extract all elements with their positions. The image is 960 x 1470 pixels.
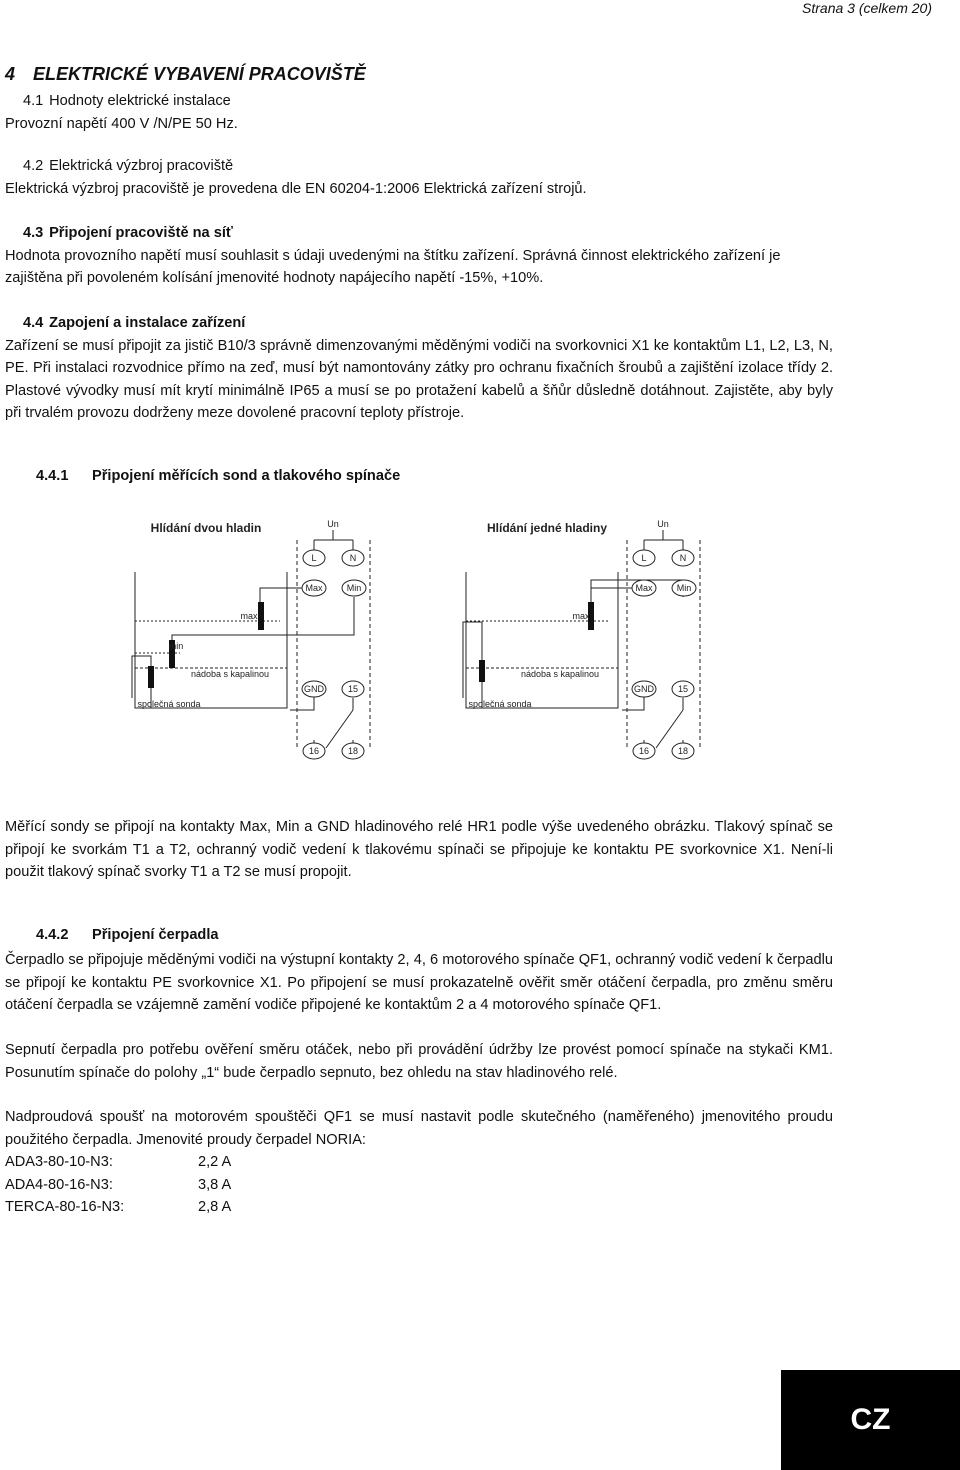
l-label-left: L: [311, 553, 317, 563]
diagram-left-title: Hlídání dvou hladin: [150, 521, 262, 535]
section-number: 4.4: [23, 315, 44, 331]
section-number: 4.4.2: [36, 927, 69, 943]
vessel-label-right: nádoba s kapalinou: [520, 669, 600, 679]
list-item: [5, 1151, 231, 1174]
diagram-right-title: Hlídání jedné hladiny: [486, 521, 608, 535]
section-number: 4.1: [23, 93, 44, 109]
section-4-4-2-p2: Sepnutí čerpadla pro potřebu ověření směru otáček, nebo při provádění údržby lze provést pomocí spínače na stykači KM1. Posunutím spínače do polohy „1“ bude čerpadlo sepnuto, bez ohledu na stav hladinového relé.: [5, 1042, 833, 1081]
list-item: [5, 1174, 231, 1197]
common-probe-label-right: společná sonda: [468, 699, 532, 709]
max-level-label-left: max: [240, 611, 258, 621]
t16-label-right: 16: [638, 746, 650, 756]
pump-current: 2,8 A: [198, 1199, 232, 1215]
section-number: 4.4.1: [36, 468, 69, 484]
un-label-left: Un: [327, 519, 339, 529]
pump-current: 3,8 A: [198, 1176, 232, 1193]
list-item: [5, 1196, 231, 1219]
min-terminal-label-left: Min: [346, 583, 362, 593]
n-label-left: N: [349, 553, 357, 563]
language-badge: CZ: [781, 1370, 960, 1470]
pump-current-list: [5, 1151, 231, 1219]
pump-current: 2,2 A: [198, 1154, 232, 1170]
max-level-label-right: max: [572, 611, 590, 621]
common-probe-rod-left: [148, 666, 154, 688]
section-title: Připojení čerpadla: [92, 927, 219, 943]
min-level-label-left: min: [168, 641, 184, 651]
section-text: Hodnota provozního napětí musí souhlasit s údaji uvedenými na štítku zařízení. Správná činnost elektrického zařízení je zajištěna při povoleném kolísání jmenovité hodnoty napájecího napětí -15%, +10%.: [5, 247, 781, 286]
section-4-2: [5, 155, 833, 200]
section-title: Připojení měřících sond a tlakového spínače: [92, 468, 401, 484]
un-label-right: Un: [657, 519, 669, 529]
section-text: Zařízení se musí připojit za jistič B10/3 správně dimenzovanými měděnými vodiči na svorkovnici X1 ke kontaktům L1, L2, L3, N, PE. Při instalaci rozvodnice přímo na zeď, musí být namontovány zátky pro ochranu fixačních šroubů a zajištění izolace třídy 2. Plastové vývodky musí mít krytí minimálně IP65 a musí se po protažení kabelů a šňůr důsledně dotáhnout. Zajistěte, aby byly při trvalém provozu dodrženy meze dovolené pracovní teploty přístroje.: [5, 337, 833, 421]
common-probe-label-left: společná sonda: [137, 699, 201, 709]
section-4-4: [5, 312, 833, 425]
section-4-4-2-p1: Čerpadlo se připojuje měděnými vodiči na výstupní kontakty 2, 4, 6 motorového spínače QF1, ochranný vodič vedení k čerpadlu se připojí ke kontaktu PE svorkovnice X1. Po připojení se musí prokazatelně ověřit směr otáčení čerpadla, pro změnu směru otáčení čerpadla se vzájemně zamění vodiče připojené ke kontaktům 2 a 4 motorového spínače QF1.: [5, 952, 833, 1013]
vessel-label-left: nádoba s kapalinou: [190, 669, 270, 679]
chapter-title: ELEKTRICKÉ VYBAVENÍ PRACOVIŠTĚ: [33, 64, 366, 84]
t15-label-left: 15: [347, 684, 359, 694]
t18-label-left: 18: [347, 746, 359, 756]
level-relay-wiring-diagram: [130, 510, 710, 770]
section-4-3: [5, 222, 833, 290]
max-terminal-label-right: Max: [635, 583, 653, 593]
l-label-right: L: [641, 553, 647, 563]
pump-model: TERCA-80-16-N3:: [5, 1199, 125, 1215]
gnd-label-left: GND: [304, 684, 324, 694]
t15-label-right: 15: [677, 684, 689, 694]
max-terminal-label-left: Max: [305, 583, 323, 593]
section-title: Připojení pracoviště na síť: [49, 225, 233, 241]
chapter-number: 4: [5, 64, 16, 84]
min-terminal-label-right: Min: [676, 583, 692, 593]
section-title: Hodnoty elektrické instalace: [49, 93, 231, 109]
section-4-4-1-heading: [36, 468, 400, 484]
section-4-1: [5, 90, 833, 135]
gnd-label-right: GND: [634, 684, 654, 694]
section-number: 4.3: [23, 225, 44, 241]
t16-label-left: 16: [308, 746, 320, 756]
pump-model: ADA4-80-16-N3:: [5, 1176, 113, 1193]
page-number: Strana 3 (celkem 20): [802, 0, 932, 16]
section-4-4-2-heading: [36, 927, 219, 943]
t18-label-right: 18: [677, 746, 689, 756]
section-number: 4.2: [23, 158, 44, 174]
chapter-heading: [5, 64, 366, 85]
section-text: Elektrická výzbroj pracoviště je provedena dle EN 60204-1:2006 Elektrická zařízení strojů.: [5, 180, 587, 197]
section-text: Provozní napětí 400 V /N/PE 50 Hz.: [5, 115, 238, 132]
pump-model: ADA3-80-10-N3:: [5, 1154, 113, 1170]
common-probe-rod-right: [479, 660, 485, 682]
n-label-right: N: [679, 553, 687, 563]
section-4-4-1-text: Měřící sondy se připojí na kontakty Max, Min a GND hladinového relé HR1 podle výše uvedeného obrázku. Tlakový spínač se připojí ke svorkám T1 a T2, ochranný vodič vedení k tlakovému spínači se připojuje ke kontaktu PE svorkovnice X1. Není-li použit tlakový spínač svorky T1 a T2 se musí propojit.: [5, 819, 833, 880]
section-title: Zapojení a instalace zařízení: [49, 315, 246, 331]
max-probe-rod-left: [258, 602, 264, 630]
section-4-4-2-p3: Nadproudová spoušť na motorovém spouštěči QF1 se musí nastavit podle skutečného (naměřeného) jmenovitého proudu použitého čerpadla. Jmenovité proudy čerpadel NORIA:: [5, 1109, 833, 1148]
section-title: Elektrická výzbroj pracoviště: [49, 158, 234, 174]
